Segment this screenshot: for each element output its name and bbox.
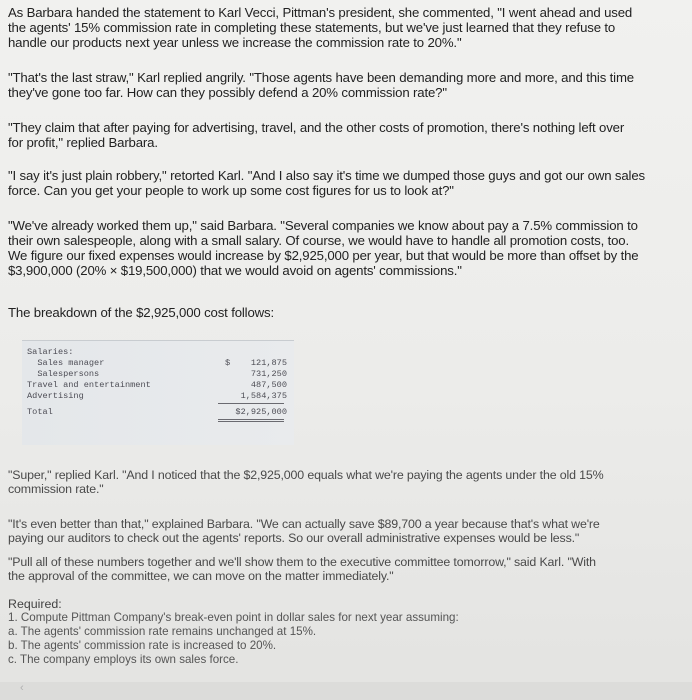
- row-label: Sales manager: [27, 358, 105, 368]
- paragraph-breakdown-intro: The breakdown of the $2,925,000 cost follows:: [8, 305, 274, 320]
- table-row: [27, 380, 287, 391]
- cost-breakdown-table: [22, 340, 294, 445]
- paragraph-barbara-savings: "It's even better than that," explained Barbara. "We can actually save $89,700 a year because that's what we're paying our auditors to check out the agents' reports. So our overall administrative expenses would be less.": [8, 517, 600, 545]
- row-amount: 121,875: [250, 358, 287, 368]
- subtotal-rule: [218, 403, 284, 404]
- row-amount: $2,925,000: [235, 407, 287, 417]
- table-row: [27, 369, 287, 380]
- table-row: [27, 391, 287, 402]
- requirement-1: 1. Compute Pittman Company's break-even point in dollar sales for next year assuming:: [8, 611, 459, 624]
- paragraph-karl-super: "Super," replied Karl. "And I noticed that the $2,925,000 equals what we're paying the agents under the old 15% commission rate.": [8, 468, 604, 496]
- required-heading: Required:: [8, 597, 62, 611]
- row-label: Advertising: [27, 391, 84, 401]
- row-label: Total: [27, 407, 53, 417]
- chevron-left-icon[interactable]: ‹: [20, 682, 24, 694]
- row-label: Salespersons: [27, 369, 100, 379]
- paragraph-barbara-claim: "They claim that after paying for advertising, travel, and the other costs of promotion, there's nothing left over for profit," replied Barbara.: [8, 120, 625, 150]
- requirement-1c: c. The company employs its own sales force.: [8, 653, 239, 666]
- paragraph-barbara-figures: "We've already worked them up," said Barbara. "Several companies we know about pay a 7.5% commission to their own salespeople, along with a small salary. Of course, we would have to handle all promotion costs, too. We figure our fixed expenses would increase by $2,925,000 per year, but that would be more than offset by the $3,900,000 (20% × $19,500,000) that we would avoid on agents' commissions.": [8, 218, 639, 278]
- table-row: [27, 347, 287, 358]
- row-label: Travel and entertainment: [27, 380, 151, 390]
- row-label: Salaries:: [27, 347, 74, 357]
- row-amount: 1,584,375: [240, 391, 287, 401]
- paragraph-karl-last-straw: "That's the last straw," Karl replied angrily. "Those agents have been demanding more and more, and this time they've gone too far. How can they possibly defend a 20% commission rate?": [8, 70, 634, 100]
- requirement-1b: b. The agents' commission rate is increased to 20%.: [8, 639, 277, 652]
- paragraph-karl-committee: "Pull all of these numbers together and we'll show them to the executive committee tomorrow," said Karl. "With the approval of the committee, we can move on the matter immediately.": [8, 555, 596, 583]
- paragraph-karl-robbery: "I say it's just plain robbery," retorted Karl. "And I also say it's time we dumped those guys and got our own sales force. Can you get your people to work up some cost figures for us to look at?": [8, 168, 645, 198]
- total-double-rule-bottom: [218, 421, 284, 422]
- total-double-rule-top: [218, 419, 284, 420]
- currency-sign: $: [225, 358, 231, 368]
- paragraph-barbara-statement: As Barbara handed the statement to Karl Vecci, Pittman's president, she commented, "I went ahead and used the agents' 15% commission rate in completing these statements, but we've just learned that they refuse to handle our products next year unless we increase the commission rate to 20%.": [8, 5, 633, 50]
- bottom-bar: [0, 682, 692, 700]
- row-amount: 487,500: [250, 380, 287, 390]
- requirement-1a: a. The agents' commission rate remains unchanged at 15%.: [8, 625, 317, 638]
- table-row: [27, 358, 287, 369]
- table-row-total: [27, 407, 287, 418]
- row-amount: 731,250: [250, 369, 287, 379]
